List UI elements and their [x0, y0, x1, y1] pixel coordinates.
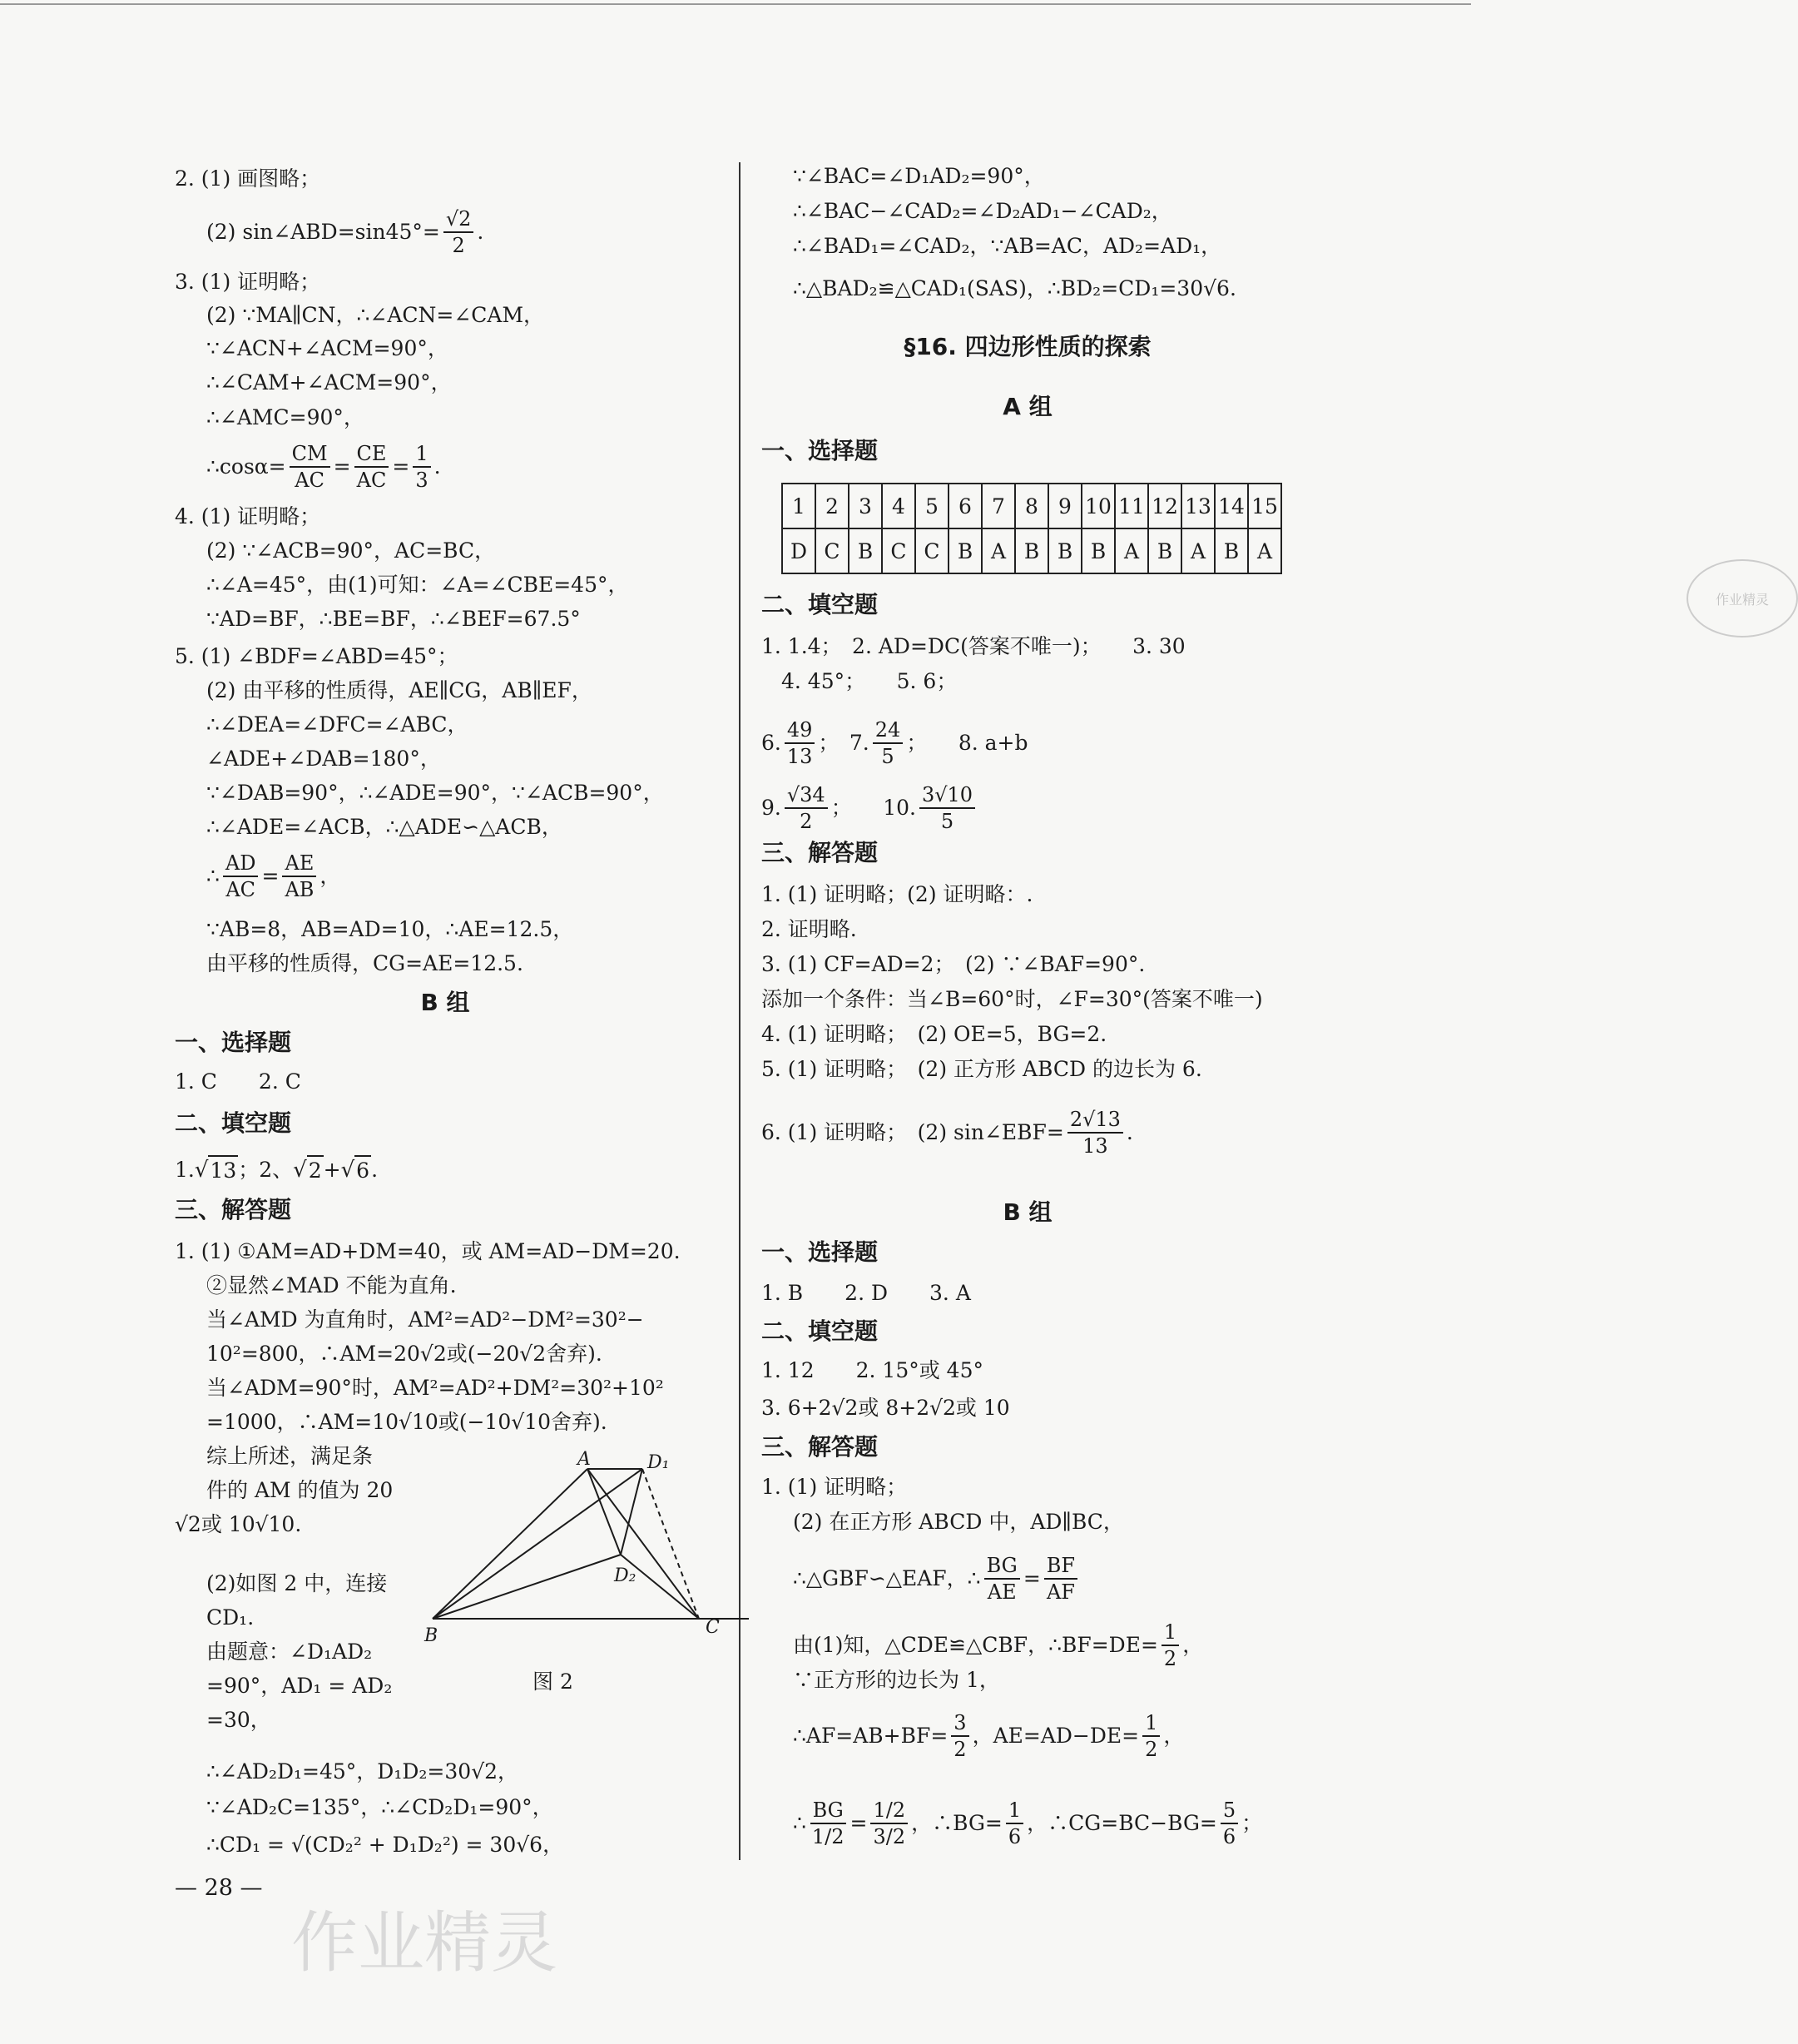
- text-line: (2) 在正方形 ABCD 中，AD∥BC，: [793, 1510, 1124, 1534]
- similar-line: ∴△GBF∽△EAF，∴ BG AE = BF AF: [793, 1553, 1081, 1605]
- ratio-line: ∴ AD AC = AE AB ，: [206, 851, 341, 901]
- label-b: B: [424, 1625, 438, 1646]
- text-line: 10²=800，∴AM=20√2或(−20√2舍弃).: [206, 1342, 602, 1366]
- table-cell-number: 3: [849, 484, 882, 528]
- table-cell-answer: B: [1215, 528, 1248, 573]
- section-heading: 一、选择题: [761, 1238, 879, 1266]
- text-line: 1. (1) 证明略；: [761, 1475, 908, 1499]
- group-a-heading: A 组: [1003, 393, 1053, 420]
- section-heading: 二、填空题: [761, 591, 879, 618]
- section-heading: 一、选择题: [761, 437, 879, 464]
- text-line: ∴∠BAD₁=∠CAD₂，∵AB=AC，AD₂=AD₁，: [793, 234, 1222, 258]
- text-line: 2. (1) 画图略；: [175, 166, 321, 191]
- table-cell-answer: B: [1148, 528, 1181, 573]
- text-line: ∴△BAD₂≌△CAD₁(SAS)，∴BD₂=CD₁=30√6.: [793, 276, 1236, 300]
- text-line: ∴∠CAM+∠ACM=90°，: [206, 370, 452, 394]
- table-cell-answer: C: [915, 528, 949, 573]
- text-line: ②显然∠MAD 不能为直角.: [206, 1273, 457, 1297]
- text-line: 5. (1) 证明略； (2) 正方形 ABCD 的边长为 6.: [761, 1057, 1202, 1081]
- segment-bd2: [433, 1555, 621, 1619]
- section-heading: 三、解答题: [761, 1433, 879, 1461]
- text-line: =1000，∴AM=10√10或(−10√10舍弃).: [206, 1410, 607, 1434]
- label-c: C: [706, 1617, 720, 1638]
- table-cell-number: 7: [982, 484, 1015, 528]
- sin-line: (2) sin∠ABD=sin45°= $\frac{√2}{2}$ .: [206, 207, 484, 257]
- text-line: 由题意：∠D₁AD₂: [206, 1640, 373, 1664]
- section-heading: 一、选择题: [175, 1029, 292, 1056]
- geometry-figure: [424, 1449, 724, 1689]
- group-b-heading: B 组: [420, 989, 470, 1016]
- section-title: §16. 四边形性质的探索: [904, 333, 1152, 360]
- section-heading: 二、填空题: [761, 1317, 879, 1345]
- text-line: =90°，AD₁ = AD₂: [206, 1674, 393, 1698]
- text-line: ∴CD₁ = √(CD₂² + D₁D₂²) = 30√6，: [206, 1833, 564, 1857]
- text-line: 1. (1) 证明略；(2) 证明略：.: [761, 882, 1033, 906]
- text-line: √2或 10√10.: [175, 1512, 302, 1536]
- text-line: 添加一个条件：当∠B=60°时，∠F=30°(答案不唯一): [761, 987, 1263, 1011]
- table-row-answers: [782, 528, 1281, 573]
- fill-line-6-8: 6. 49 13 ； 7. 24 5 ； 8. a+b: [761, 718, 1028, 768]
- fill-answer-line: 1. √ 13 ；2、 √ 2 + √ 6 .: [175, 1155, 378, 1185]
- text-line: 由平移的性质得，CG=AE=12.5.: [206, 951, 523, 975]
- table-cell-number: 10: [1082, 484, 1115, 528]
- table-cell-answer: B: [1082, 528, 1115, 573]
- text-line: 2. 证明略.: [761, 917, 857, 941]
- text-line: ∵∠AD₂C=135°，∴∠CD₂D₁=90°，: [206, 1795, 553, 1819]
- text-line: 1. B 2. D 3. A: [761, 1281, 971, 1305]
- table-cell-answer: D: [782, 528, 815, 573]
- label-d1: D₁: [647, 1452, 670, 1473]
- text-line: 3. (1) CF=AD=2； (2) ∵∠BAF=90°.: [761, 952, 1146, 976]
- table-cell-answer: B: [949, 528, 982, 573]
- bf-line: 由(1)知，△CDE≌△CBF，∴BF=DE= $\frac{1}{2}$ ，: [793, 1620, 1204, 1670]
- text-line: 件的 AM 的值为 20: [206, 1478, 394, 1502]
- text-line: ∴∠BAC−∠CAD₂=∠D₂AD₁−∠CAD₂，: [793, 199, 1172, 223]
- table-row-numbers: [782, 484, 1281, 528]
- watermark-seal: 作业精灵: [1687, 559, 1798, 638]
- text-line: ∴∠DEA=∠DFC=∠ABC，: [206, 712, 468, 737]
- table-cell-answer: A: [1115, 528, 1148, 573]
- segment-ab: [433, 1469, 587, 1619]
- text-line: 3. (1) 证明略；: [175, 270, 321, 294]
- text-line: ∴∠ADE=∠ACB，∴△ADE∽△ACB，: [206, 815, 562, 839]
- table-cell-number: 8: [1015, 484, 1048, 528]
- fraction: $\frac{√2}{2}$: [443, 206, 474, 258]
- table-cell-answer: A: [1248, 528, 1281, 573]
- table-cell-number: 1: [782, 484, 815, 528]
- table-cell-number: 11: [1115, 484, 1148, 528]
- text-line: 4. (1) 证明略；: [175, 504, 321, 528]
- table-cell-number: 2: [815, 484, 849, 528]
- table-cell-answer: B: [849, 528, 882, 573]
- text-line: (2) ∵∠ACB=90°，AC=BC，: [206, 538, 496, 563]
- sin-ebf-line: 6. (1) 证明略； (2) sin∠EBF= $\frac{2√13}{13}$ .: [761, 1108, 1133, 1158]
- figure-caption: 图 2: [532, 1669, 573, 1694]
- text-line: CD₁.: [206, 1605, 255, 1630]
- text-line: 5. (1) ∠BDF=∠ABD=45°；: [175, 644, 458, 668]
- text-line: (2)如图 2 中，连接: [206, 1571, 388, 1595]
- text-line: (2) 由平移的性质得，AE∥CG，AB∥EF，: [206, 678, 592, 702]
- table-cell-number: 12: [1148, 484, 1181, 528]
- text-line: ∵AD=BF，∴BE=BF，∴∠BEF=67.5°: [206, 607, 581, 631]
- segment-d2c: [621, 1555, 699, 1619]
- table-cell-number: 6: [949, 484, 982, 528]
- text-line: 1. 12 2. 15°或 45°: [761, 1358, 983, 1382]
- table-cell-number: 13: [1181, 484, 1215, 528]
- segment-bd1: [433, 1469, 642, 1619]
- text-line: 当∠ADM=90°时，AM²=AD²+DM²=30²+10²: [206, 1376, 664, 1400]
- section-heading: 二、填空题: [175, 1109, 292, 1137]
- cos-line: ∴cosα= $\frac{CM}{AC}$ = CE AC = 1 3 .: [206, 442, 441, 492]
- top-border: [0, 3, 1471, 5]
- table-cell-number: 15: [1248, 484, 1281, 528]
- text-line: 3. 6+2√2或 8+2√2或 10: [761, 1396, 1010, 1420]
- text-line: 4. 45°； 5. 6；: [781, 669, 958, 693]
- table-cell-answer: B: [1048, 528, 1082, 573]
- table-cell-number: 4: [882, 484, 915, 528]
- label-d2: D₂: [614, 1565, 636, 1586]
- watermark-text: 作业精灵: [291, 1904, 557, 1982]
- table-cell-answer: B: [1015, 528, 1048, 573]
- text-line: 1. 1.4； 2. AD=DC(答案不唯一)； 3. 30: [761, 634, 1186, 658]
- text-line: 1. C 2. C: [175, 1069, 301, 1094]
- answer-table: [781, 483, 1282, 574]
- text-line: ∴∠A=45°，由(1)可知：∠A=∠CBE=45°，: [206, 573, 629, 597]
- table-cell-answer: A: [1181, 528, 1215, 573]
- group-b-heading: B 组: [1003, 1198, 1053, 1226]
- text-line: (2) ∵MA∥CN，∴∠ACN=∠CAM，: [206, 303, 545, 327]
- text-line: ∴∠AD₂D₁=45°，D₁D₂=30√2，: [206, 1759, 519, 1784]
- text-line: ∵∠ACN+∠ACM=90°，: [206, 336, 448, 360]
- text-line: ∵∠DAB=90°，∴∠ADE=90°，∵∠ACB=90°，: [206, 781, 664, 805]
- table-cell-number: 14: [1215, 484, 1248, 528]
- table-cell-answer: C: [815, 528, 849, 573]
- label-a: A: [577, 1449, 591, 1470]
- segment-ac: [587, 1469, 699, 1619]
- table-cell-answer: C: [882, 528, 915, 573]
- text-line: 4. (1) 证明略； (2) OE=5，BG=2.: [761, 1022, 1107, 1046]
- text-line: ∠ADE+∠DAB=180°，: [206, 747, 441, 771]
- cg-line: ∴ BG 1/2 = 1/2 3/2 ，∴BG= $\frac{1}{6}$ ，∴CG=BC−BG= $\frac{5}{6}$ ；: [793, 1798, 1263, 1848]
- fill-line-9-10: 9. √34 2 ； 10. 3√10 5: [761, 782, 978, 834]
- text-line: =30，: [206, 1708, 271, 1732]
- text-line: ∵正方形的边长为 1，: [793, 1668, 1000, 1692]
- segment-ad2: [587, 1469, 621, 1555]
- af-line: ∴AF=AB+BF= $\frac{3}{2}$ ，AE=AD−DE= $\frac{1}{2}$ ，: [793, 1711, 1185, 1761]
- text-line: ∵∠BAC=∠D₁AD₂=90°，: [793, 164, 1045, 188]
- text-line: ∴∠AMC=90°，: [206, 405, 364, 429]
- table-cell-number: 5: [915, 484, 949, 528]
- section-heading: 三、解答题: [175, 1196, 292, 1223]
- page-number: — 28 —: [175, 1875, 263, 1901]
- text-line: 1. (1) ①AM=AD+DM=40，或 AM=AD−DM=20.: [175, 1239, 681, 1263]
- table-cell-answer: A: [982, 528, 1015, 573]
- text-line: ∵AB=8，AB=AD=10，∴AE=12.5，: [206, 917, 574, 941]
- text-line: 当∠AMD 为直角时，AM²=AD²−DM²=30²−: [206, 1307, 644, 1332]
- column-divider: [739, 162, 740, 1860]
- table-cell-number: 9: [1048, 484, 1082, 528]
- section-heading: 三、解答题: [761, 839, 879, 866]
- text-line: 综上所述，满足条: [206, 1444, 374, 1468]
